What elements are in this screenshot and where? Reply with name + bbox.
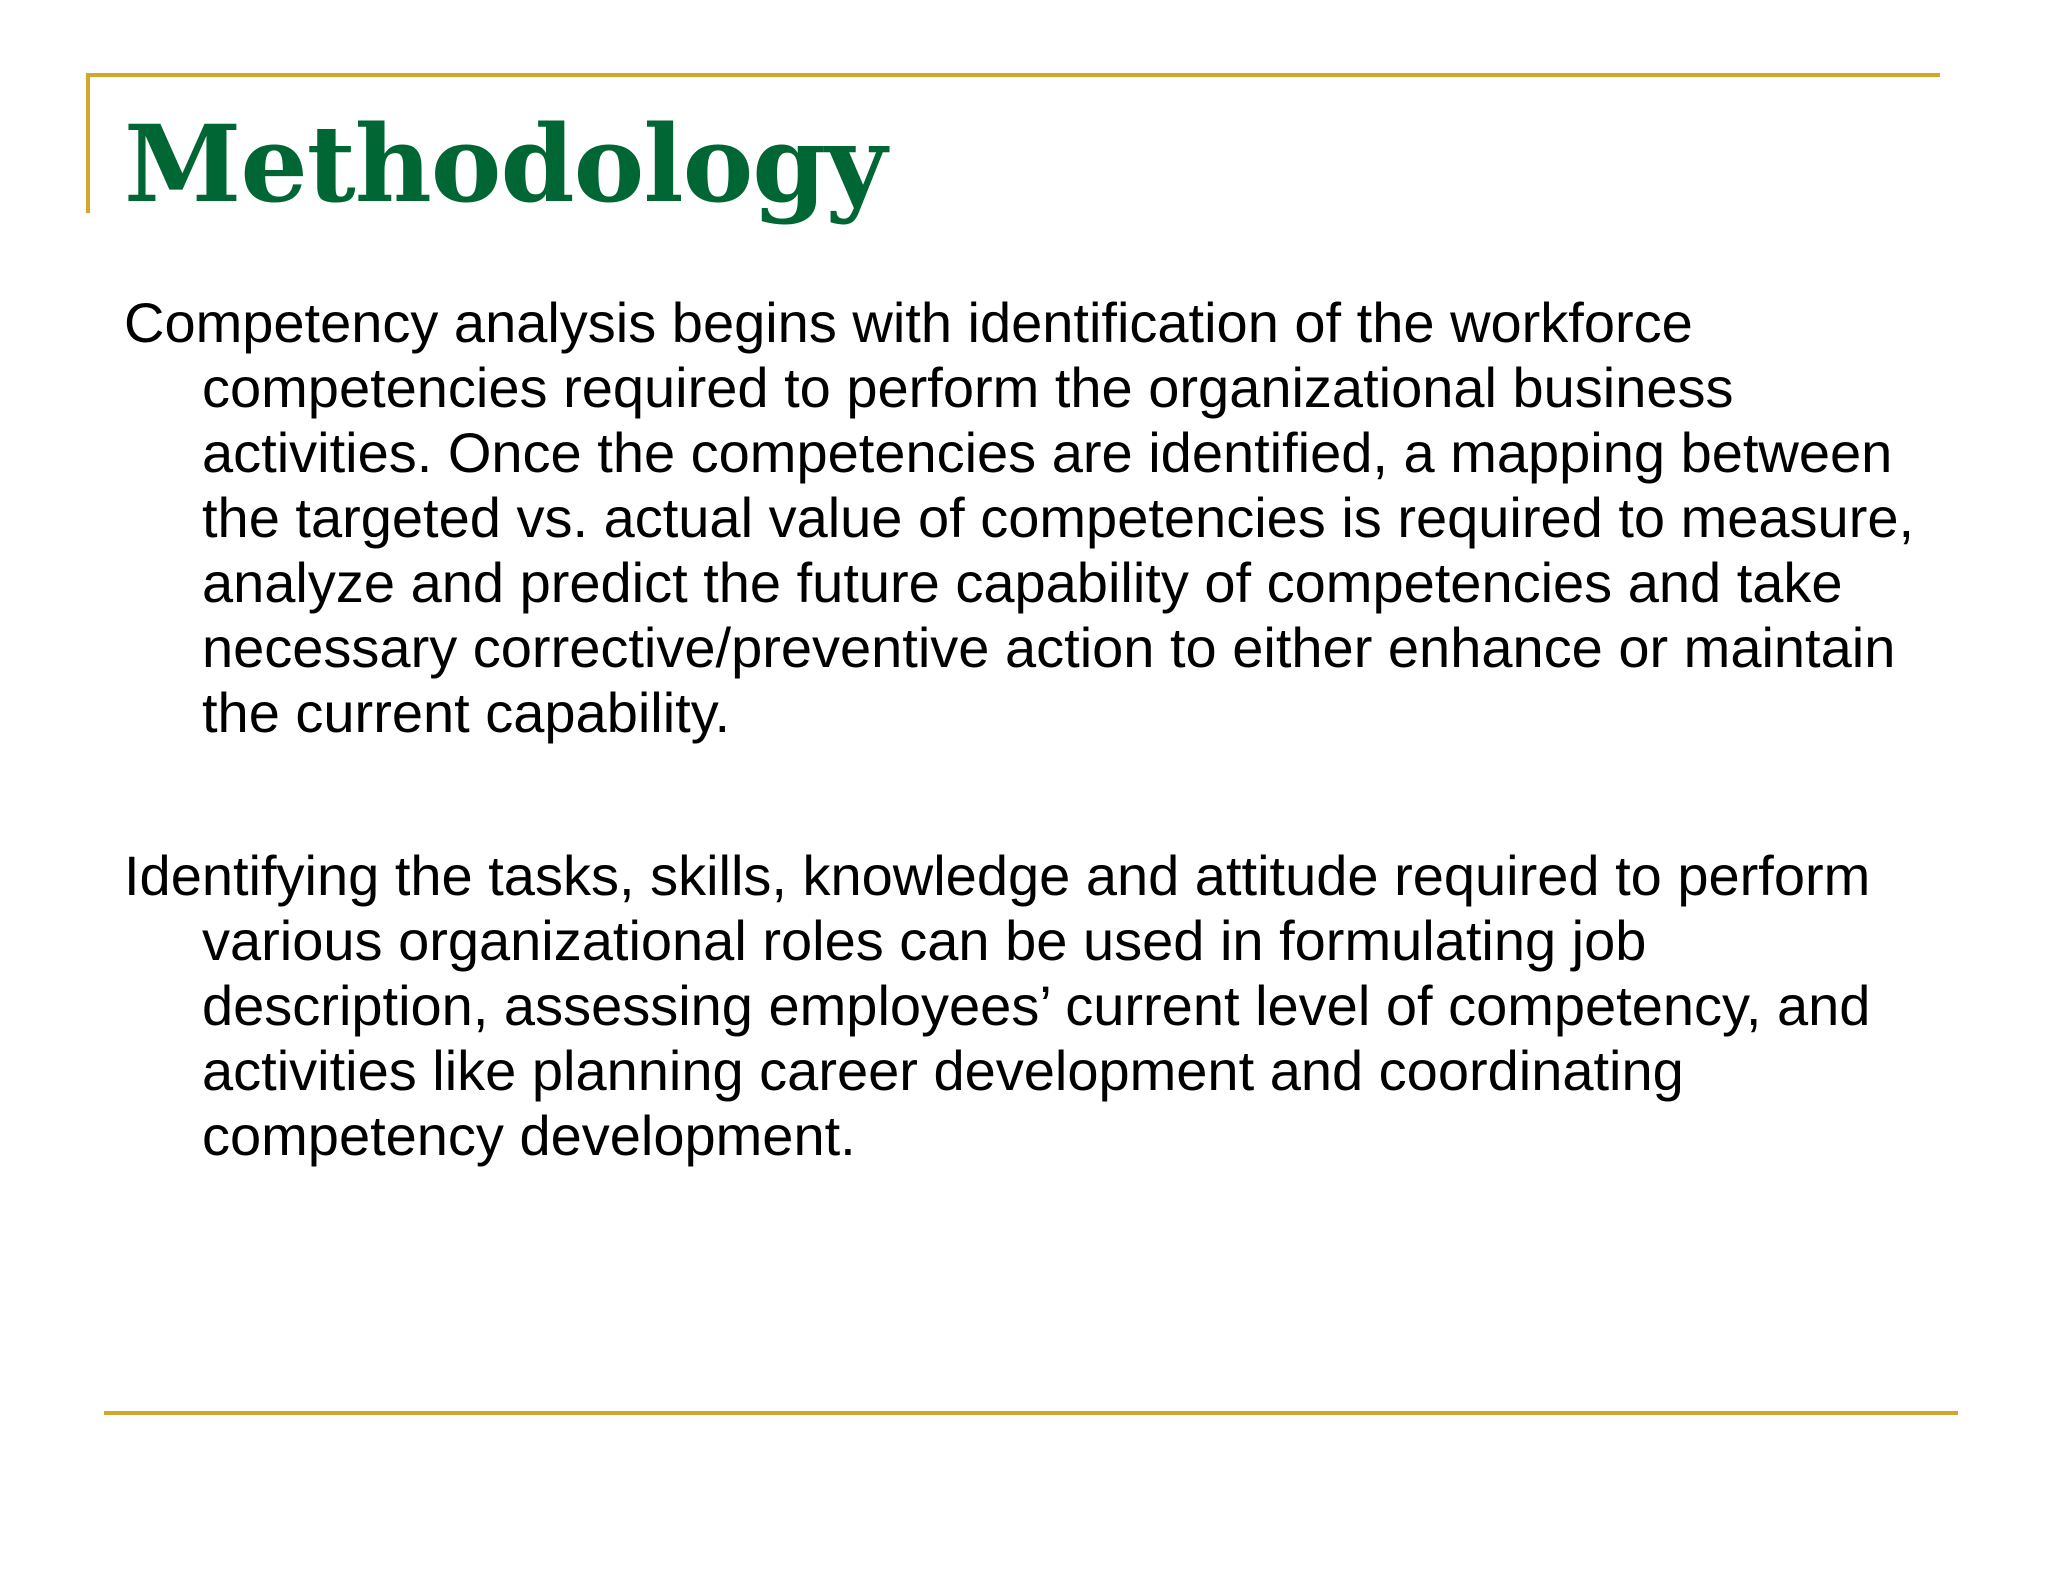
body-paragraph-1: Competency analysis begins with identification of the workforce competencies required to perform the organizational business activities. Once the competencies are identified, a mapping between the targeted vs. actual value of competencies is required to measure, analyze and predict the future capability of competencies and take necessary corrective/preventive action to either enhance or maintain the current capability. (124, 291, 1915, 744)
left-accent-rule (86, 73, 90, 213)
slide-body (124, 290, 1924, 1168)
top-accent-rule (86, 73, 1940, 77)
body-paragraph-2: Identifying the tasks, skills, knowledge and attitude required to perform various organizational roles can be used in formulating job description, assessing employees’ current level of competency, and activities like planning career development and coordinating competency development. (124, 844, 1871, 1167)
bottom-accent-rule (104, 1411, 1958, 1415)
slide-title: Methodology (124, 101, 887, 226)
